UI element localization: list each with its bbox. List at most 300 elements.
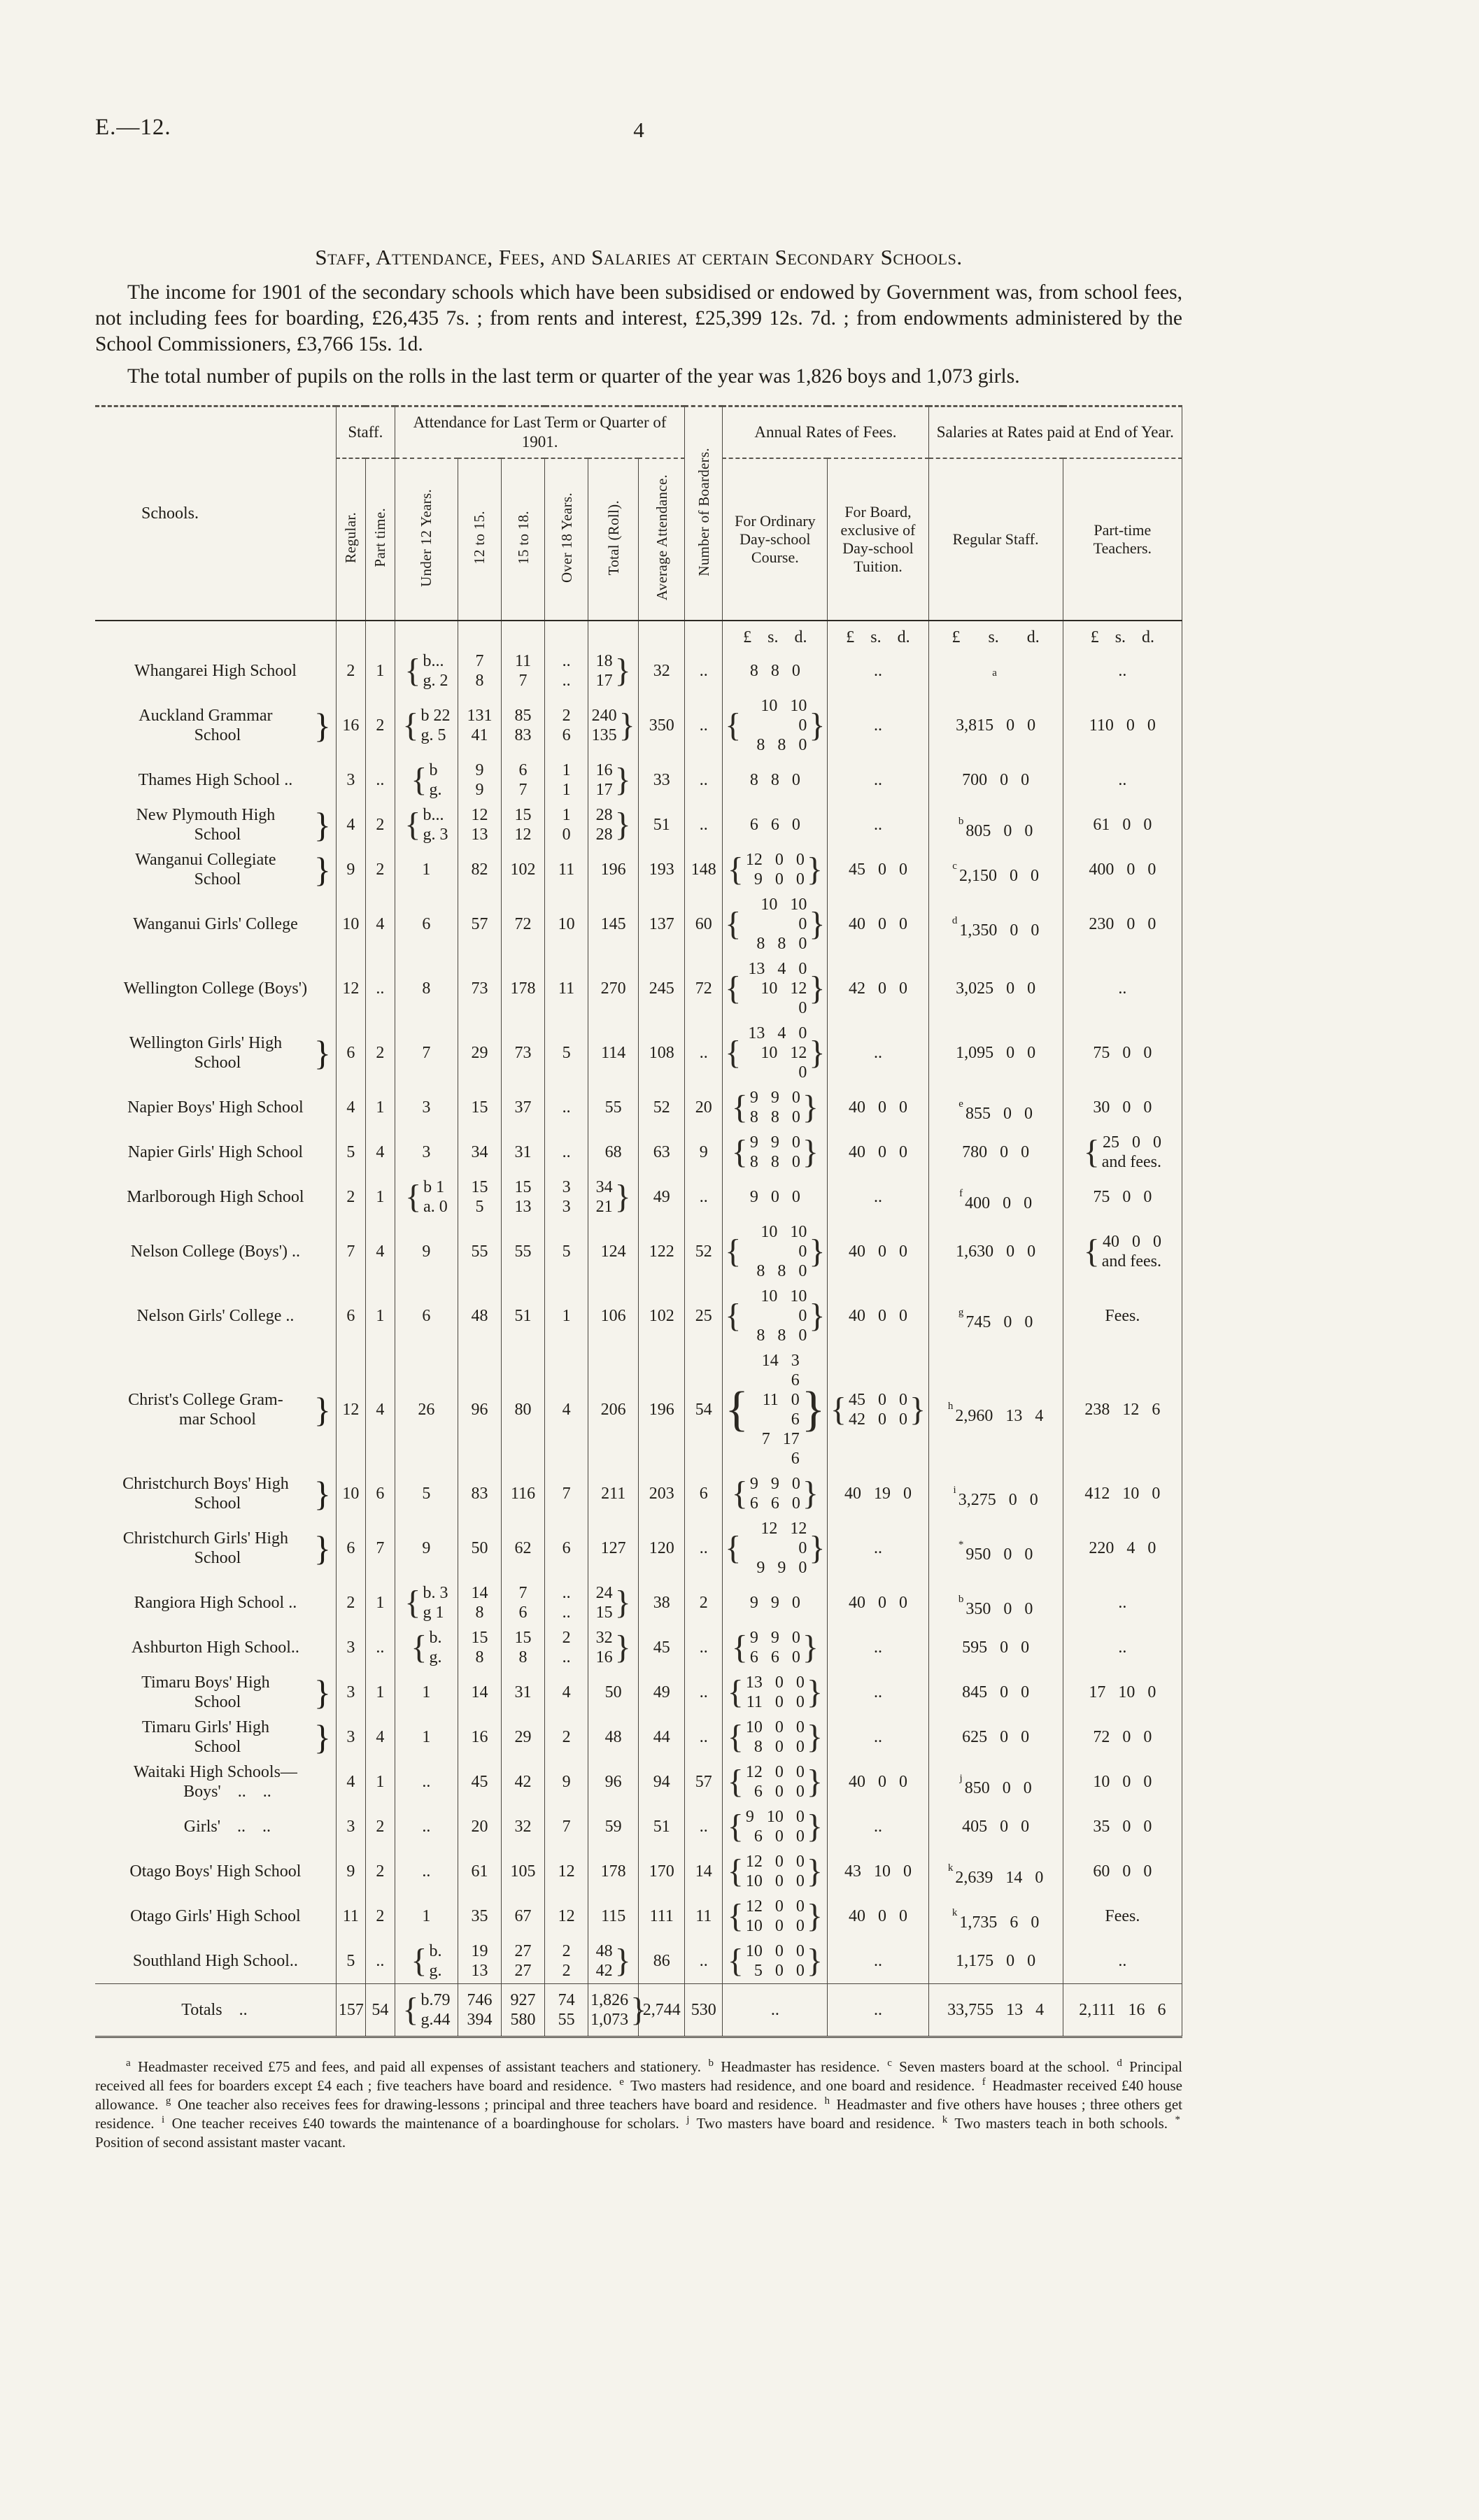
total-roll-cell xyxy=(588,1219,639,1284)
col-header-schools: Schools. xyxy=(95,406,336,621)
left-brace: { xyxy=(404,652,421,689)
cell-line: 8 8 0 xyxy=(756,1262,807,1280)
age-12-15-cell xyxy=(458,1760,501,1804)
cell-value: 3 xyxy=(346,771,355,789)
cell-line: b. xyxy=(429,1629,442,1647)
cell-line: 17 xyxy=(595,672,613,690)
cell-value: .. xyxy=(873,1728,882,1746)
left-brace: { xyxy=(731,1475,748,1512)
over-18-cell xyxy=(545,693,588,758)
stacked-values xyxy=(725,1287,825,1345)
stacked-values xyxy=(728,1807,823,1846)
cell-value: 203 xyxy=(649,1485,674,1503)
cell-line: 12 12 0 xyxy=(760,1520,807,1557)
cell-value: 11 xyxy=(695,1907,712,1925)
cell-value: 102 xyxy=(649,1307,674,1325)
intro-paragraphs xyxy=(95,280,1182,390)
cell-value: .. xyxy=(422,1862,431,1881)
cell-line: 48 xyxy=(595,1942,613,1960)
stacked-lines xyxy=(750,1088,800,1127)
school-name-cell xyxy=(95,1219,336,1284)
over-18-cell xyxy=(545,1715,588,1760)
cell-value: 9 xyxy=(562,1773,571,1791)
fees-ordinary-cell xyxy=(723,1670,828,1715)
school-row xyxy=(95,1939,1182,1984)
school-name-lines xyxy=(95,2000,334,2020)
left-brace: { xyxy=(725,1233,742,1270)
school-name xyxy=(97,805,334,844)
cell-line: 2 xyxy=(562,1962,571,1980)
cell-value: 55 xyxy=(514,1243,532,1261)
regular-staff-cell xyxy=(336,758,365,802)
total-roll-cell xyxy=(588,1760,639,1804)
salary-value xyxy=(956,1242,1035,1261)
cell-value: 51 xyxy=(514,1307,532,1325)
age-15-18-cell xyxy=(502,1580,545,1625)
cell-value: 116 xyxy=(510,1485,536,1503)
over-18-cell xyxy=(545,1625,588,1670)
under-12-cell xyxy=(395,1175,458,1219)
page-title: Staff, Attendance, Fees, and Salaries at certain Secondary Schools. xyxy=(315,245,963,269)
school-name xyxy=(97,1390,334,1429)
cell-line: 6 6 0 xyxy=(749,1494,800,1513)
name-brace: } xyxy=(313,1673,331,1712)
part-time-salary-cell xyxy=(1063,1175,1182,1219)
left-brace: { xyxy=(727,1673,744,1711)
col-header-fees-ordinary: For Ordinary Day-school Course. xyxy=(723,458,828,621)
right-brace: } xyxy=(614,652,631,689)
boarders-cell xyxy=(685,1804,723,1849)
stacked-values xyxy=(519,760,528,800)
part-time-staff-cell xyxy=(365,1516,395,1580)
cell-value: 94 xyxy=(653,1773,670,1791)
stacked-lines xyxy=(562,1583,571,1622)
age-15-18-cell xyxy=(502,1760,545,1804)
school-row xyxy=(95,1670,1182,1715)
school-name-cell xyxy=(95,758,336,802)
cell-value: .. xyxy=(1118,662,1127,680)
school-name xyxy=(97,1951,334,1971)
average-attendance-cell xyxy=(639,1804,685,1849)
cell-line: g. xyxy=(429,1962,442,1980)
stacked-values xyxy=(728,1897,823,1936)
age-15-18-cell xyxy=(502,758,545,802)
cell-line: 8 xyxy=(518,1648,528,1666)
cell-value: 145 xyxy=(600,915,626,933)
cell-value: 6 xyxy=(346,1044,355,1062)
fees-ordinary-cell xyxy=(723,1894,828,1939)
stacked-lines xyxy=(1102,1232,1161,1271)
regular-salary-cell xyxy=(928,892,1063,956)
stacked-lines xyxy=(746,1718,805,1757)
stacked-lines xyxy=(596,1583,613,1622)
col-header-15-to-18 xyxy=(502,458,545,621)
footnote-mark: e xyxy=(619,2076,624,2088)
salary-amount: 1,735 6 0 xyxy=(959,1913,1040,1932)
footnote-mark: c xyxy=(887,2058,892,2069)
regular-salary-cell xyxy=(928,758,1063,802)
age-15-18-cell xyxy=(502,1021,545,1085)
cell-value: 73 xyxy=(471,979,488,998)
regular-staff-cell xyxy=(336,1984,365,2037)
currency-spacer xyxy=(639,621,685,649)
cell-value: 40 0 0 xyxy=(848,1307,907,1325)
cell-value: 5 xyxy=(562,1243,571,1261)
cell-value: 105 xyxy=(510,1862,536,1881)
cell-line: 10 10 0 xyxy=(760,697,807,735)
stacked-values xyxy=(411,760,441,800)
age-12-15-cell xyxy=(458,1085,501,1130)
school-name-cell xyxy=(95,1516,336,1580)
boarders-cell xyxy=(685,892,723,956)
salary-amount: 1,095 0 0 xyxy=(956,1044,1036,1062)
cell-line: 25 0 0 xyxy=(1103,1133,1162,1152)
cell-value: 270 xyxy=(600,979,626,998)
stacked-lines xyxy=(592,706,617,745)
total-roll-cell xyxy=(588,758,639,802)
cell-value: 6 xyxy=(346,1307,355,1325)
cell-line: 15 xyxy=(471,1629,488,1647)
cell-line: 74 xyxy=(558,1991,575,2009)
regular-salary-cell xyxy=(928,1175,1063,1219)
school-name-line: Napier Boys' High School xyxy=(127,1098,304,1117)
school-name-lines xyxy=(97,1242,334,1261)
school-name-line: New Plymouth High xyxy=(136,806,276,824)
cell-value: .. xyxy=(873,1683,882,1701)
total-roll-cell xyxy=(588,1580,639,1625)
part-time-staff-cell xyxy=(365,1760,395,1804)
average-attendance-cell xyxy=(639,1715,685,1760)
stacked-lines xyxy=(596,1628,613,1667)
right-brace: } xyxy=(809,1034,826,1071)
cell-value: 35 xyxy=(471,1907,488,1925)
over-18-cell xyxy=(545,1804,588,1849)
cell-line: g. xyxy=(429,781,442,799)
cell-value: 40 0 0 xyxy=(848,1594,907,1612)
cell-value: 75 0 0 xyxy=(1093,1044,1152,1062)
cell-value: 31 xyxy=(514,1143,532,1161)
fees-ordinary-cell xyxy=(723,802,828,847)
cell-line: 13 0 0 xyxy=(745,1673,805,1692)
stacked-lines xyxy=(746,1673,805,1712)
regular-salary-cell xyxy=(928,1670,1063,1715)
school-name-cell xyxy=(95,1894,336,1939)
school-name-cell xyxy=(95,1715,336,1760)
cell-value: 2 xyxy=(376,1044,385,1062)
stacked-values xyxy=(725,1351,825,1468)
cell-value: 11 xyxy=(558,979,575,998)
fees-ordinary-cell xyxy=(723,1284,828,1348)
age-15-18-cell xyxy=(502,1219,545,1284)
left-brace: { xyxy=(402,707,419,744)
fees-ordinary-cell xyxy=(723,956,828,1021)
age-15-18-cell xyxy=(502,1670,545,1715)
total-roll-cell xyxy=(588,802,639,847)
cell-line: b. 3 xyxy=(423,1584,448,1602)
currency-label-fees-board: £ s. d. xyxy=(828,621,928,649)
boarders-cell xyxy=(685,847,723,892)
name-brace: } xyxy=(313,706,331,745)
part-time-salary-cell xyxy=(1063,649,1182,693)
salary-amount: 33,755 13 4 xyxy=(947,2001,1045,2019)
total-roll-cell xyxy=(588,649,639,693)
cell-value: 37 xyxy=(514,1098,532,1117)
currency-spacer xyxy=(395,621,458,649)
cell-line: 3 xyxy=(562,1198,571,1216)
name-brace: } xyxy=(313,1390,331,1429)
fees-ordinary-cell xyxy=(723,693,828,758)
cell-line: 11 xyxy=(514,652,532,670)
school-name-line: Girls' .. .. xyxy=(183,1818,271,1836)
regular-staff-cell xyxy=(336,1130,365,1175)
cell-value: 82 xyxy=(471,861,488,879)
stacked-lines xyxy=(562,805,571,844)
under-12-cell xyxy=(395,847,458,892)
cell-value: Fees. xyxy=(1105,1907,1140,1925)
school-name-cell xyxy=(95,1580,336,1625)
stacked-values xyxy=(411,1941,441,1981)
salary-amount: 1,350 0 0 xyxy=(959,921,1040,940)
stacked-lines xyxy=(743,1222,807,1281)
cell-line: 131 xyxy=(467,707,493,725)
boarders-cell xyxy=(685,1894,723,1939)
school-row xyxy=(95,1516,1182,1580)
age-15-18-cell xyxy=(502,956,545,1021)
total-roll-cell xyxy=(588,1984,647,2037)
stacked-values xyxy=(405,1177,448,1217)
cell-value: 67 xyxy=(514,1907,532,1925)
under-12-cell xyxy=(395,1984,458,2037)
part-time-staff-cell xyxy=(365,892,395,956)
stacked-lines xyxy=(743,696,807,755)
fees-board-cell xyxy=(828,1516,928,1580)
salary-amount: 2,960 13 4 xyxy=(955,1406,1044,1425)
school-name-cell xyxy=(95,1130,336,1175)
school-name-line: Wanganui Collegiate xyxy=(135,851,276,869)
totals-row xyxy=(95,1984,1182,2037)
cell-value: .. xyxy=(699,1683,708,1701)
cell-line: 394 xyxy=(467,2011,493,2029)
cell-line: 9 9 0 xyxy=(749,1475,800,1493)
cell-value: 4 xyxy=(376,915,385,933)
fees-board-cell xyxy=(828,649,928,693)
part-time-salary-cell xyxy=(1063,1715,1182,1760)
cell-value: .. xyxy=(699,662,708,680)
school-name-line: Thames High School .. xyxy=(138,771,293,789)
cell-line: 28 xyxy=(595,826,613,844)
total-roll-cell xyxy=(588,1348,639,1471)
cell-line: 1 xyxy=(562,806,571,824)
stacked-values xyxy=(596,1177,631,1217)
cell-value: 40 0 0 xyxy=(848,1243,907,1261)
school-name xyxy=(97,1474,334,1513)
stacked-values xyxy=(402,1990,450,2030)
fees-board-cell xyxy=(828,1804,928,1849)
col-header-12-to-15 xyxy=(458,458,501,621)
school-row xyxy=(95,1130,1182,1175)
cell-value: 54 xyxy=(695,1401,712,1419)
cell-value: 211 xyxy=(601,1485,626,1503)
cell-line: 40 0 0 xyxy=(1103,1233,1162,1251)
stacked-lines xyxy=(746,850,805,889)
right-brace: } xyxy=(630,1991,647,2028)
cell-line: 16 xyxy=(595,761,613,779)
regular-salary-cell xyxy=(928,693,1063,758)
cell-value: 2,111 16 6 xyxy=(1079,2001,1166,2019)
total-roll-vertical-label: Total (Roll). xyxy=(604,500,622,576)
fees-ordinary-cell xyxy=(723,1984,828,2037)
regular-staff-cell xyxy=(336,1939,365,1984)
average-attendance-cell xyxy=(639,1849,685,1894)
right-brace: } xyxy=(614,1584,631,1621)
stacked-values xyxy=(725,895,825,954)
stacked-values xyxy=(728,1673,823,1712)
cell-value: 61 0 0 xyxy=(1093,816,1152,834)
part-time-salary-cell xyxy=(1063,956,1182,1021)
cell-value: 12 xyxy=(558,1907,575,1925)
cell-value: 6 xyxy=(422,915,431,933)
over-18-cell xyxy=(545,649,588,693)
age-12-15-cell xyxy=(458,1516,501,1580)
cell-value: 2 xyxy=(346,1594,355,1612)
stacked-lines xyxy=(750,1628,800,1667)
cell-line: 13 xyxy=(514,1198,532,1216)
cell-value: 7 xyxy=(562,1485,571,1503)
school-name xyxy=(97,770,334,790)
cell-line: 1,826 xyxy=(590,1991,629,2009)
school-name xyxy=(97,661,334,681)
fees-board-cell xyxy=(828,1580,928,1625)
right-brace: } xyxy=(802,1629,819,1666)
right-brace: } xyxy=(614,1178,631,1215)
cell-value: 3 xyxy=(346,1728,355,1746)
cell-value: 40 0 0 xyxy=(848,1143,907,1161)
part-time-salary-cell xyxy=(1063,1021,1182,1085)
school-name-line: Wellington College (Boys') xyxy=(123,979,308,998)
cell-value: 108 xyxy=(649,1044,674,1062)
stacked-lines xyxy=(467,706,492,745)
stacked-values xyxy=(592,706,635,745)
salary-amount: 3,275 0 0 xyxy=(958,1490,1038,1509)
average-attendance-cell xyxy=(639,1939,685,1984)
school-name xyxy=(97,1817,334,1836)
cell-value: 114 xyxy=(601,1044,626,1062)
stacked-values xyxy=(404,651,448,691)
age-15-18-cell xyxy=(502,1130,545,1175)
average-attendance-cell xyxy=(639,758,685,802)
part-time-staff-cell xyxy=(365,693,395,758)
school-name xyxy=(97,979,334,998)
right-brace: } xyxy=(909,1391,926,1428)
salary-amount: 3,025 0 0 xyxy=(956,979,1036,998)
stacked-lines xyxy=(519,760,528,800)
average-attendance-cell xyxy=(639,1894,685,1939)
regular-staff-cell xyxy=(336,847,365,892)
salary-value xyxy=(962,1727,1029,1747)
school-name-line: Southland High School.. xyxy=(132,1952,298,1970)
part-time-staff-cell xyxy=(365,1219,395,1284)
cell-value: 9 xyxy=(422,1243,431,1261)
salary-value: c 2,150 0 0 xyxy=(952,860,1039,885)
school-name-line: Nelson College (Boys') .. xyxy=(130,1243,301,1261)
stacked-lines xyxy=(596,1941,613,1981)
regular-staff-cell xyxy=(336,1580,365,1625)
right-brace: } xyxy=(806,1763,823,1800)
cell-line: 19 xyxy=(471,1942,488,1960)
average-attendance-cell xyxy=(639,1130,685,1175)
school-name-line: Whangarei High School xyxy=(134,662,297,680)
right-brace: } xyxy=(614,1942,631,1979)
cell-line: 55 xyxy=(558,2011,575,2029)
cell-line: 3 xyxy=(562,1178,571,1196)
cell-value: 30 0 0 xyxy=(1093,1098,1152,1117)
school-name-lines xyxy=(97,914,334,934)
age-15-18-cell xyxy=(502,1516,545,1580)
cell-line: 5 0 0 xyxy=(753,1962,805,1980)
average-attendance-cell xyxy=(639,1085,685,1130)
under-12-cell xyxy=(395,1284,458,1348)
left-brace: { xyxy=(411,761,427,798)
cell-value: 2 xyxy=(376,816,385,834)
stacked-values xyxy=(467,1990,492,2030)
cell-value: 4 xyxy=(376,1401,385,1419)
cell-line: 9 9 0 xyxy=(749,1133,800,1152)
cell-value: 40 0 0 xyxy=(848,1773,907,1791)
cell-value: 29 xyxy=(514,1728,532,1746)
under-12-cell xyxy=(395,1670,458,1715)
cell-value: .. xyxy=(1118,979,1127,998)
school-name-lines xyxy=(97,1187,334,1207)
part-time-staff-cell xyxy=(365,1130,395,1175)
left-brace: { xyxy=(725,970,742,1007)
cell-line: .. xyxy=(562,652,571,670)
regular-salary-cell xyxy=(928,1130,1063,1175)
age-12-15-cell xyxy=(458,1894,501,1939)
cell-line: b... xyxy=(423,652,444,670)
right-brace: } xyxy=(614,1629,631,1666)
school-name xyxy=(97,1673,334,1712)
cell-line: a. 0 xyxy=(423,1198,448,1216)
regular-salary-cell xyxy=(928,1580,1063,1625)
stacked-values xyxy=(732,1628,819,1667)
stacked-lines xyxy=(590,1990,628,2030)
fees-board-cell xyxy=(828,892,928,956)
stacked-values xyxy=(404,805,448,844)
cell-value: 5 xyxy=(422,1485,431,1503)
regular-staff-cell xyxy=(336,1760,365,1804)
cell-value: 34 xyxy=(471,1143,488,1161)
school-row xyxy=(95,956,1182,1021)
cell-line: 9 9 0 xyxy=(749,1629,800,1647)
stacked-values xyxy=(1084,1232,1161,1271)
cell-value: 12 xyxy=(558,1862,575,1881)
cell-line: 10 12 0 xyxy=(760,1044,807,1082)
regular-staff-cell xyxy=(336,1471,365,1516)
fees-board-cell xyxy=(828,1471,928,1516)
fees-ordinary-cell xyxy=(723,1130,828,1175)
part-time-salary-cell xyxy=(1063,847,1182,892)
school-row xyxy=(95,1021,1182,1085)
school-name-line: School xyxy=(194,726,241,744)
stacked-lines xyxy=(746,1897,805,1936)
cell-line: g 1 xyxy=(423,1604,444,1622)
school-name-lines xyxy=(97,979,334,998)
age-15-18-cell xyxy=(502,1284,545,1348)
total-roll-cell xyxy=(588,1130,639,1175)
right-brace: } xyxy=(806,1897,823,1934)
cell-line: 14 3 6 xyxy=(761,1352,800,1389)
part-time-staff-cell xyxy=(365,1284,395,1348)
